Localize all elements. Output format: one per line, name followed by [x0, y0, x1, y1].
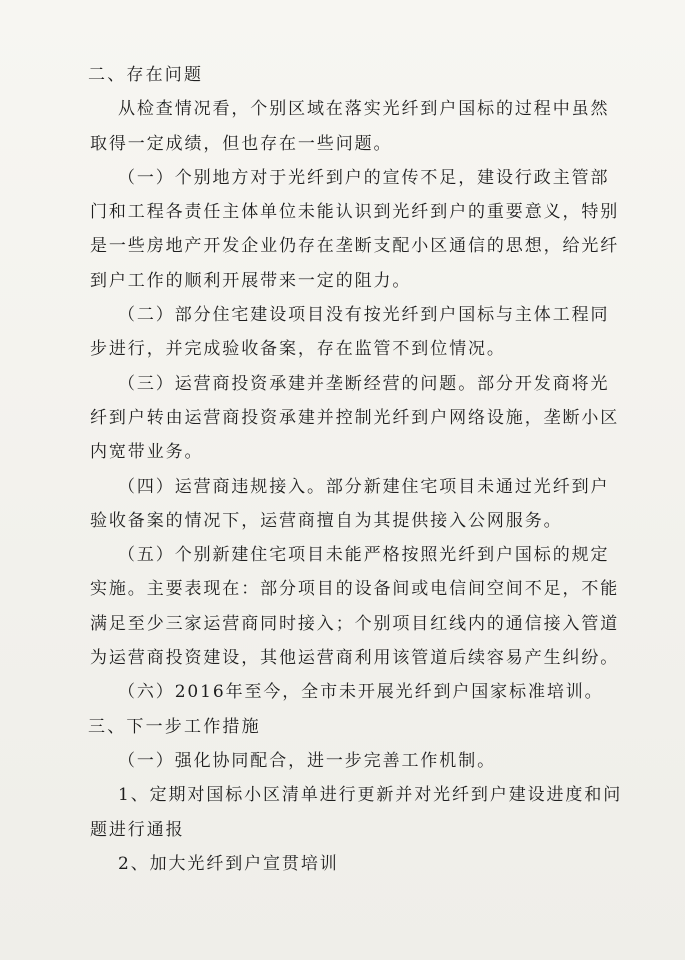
- paragraph-line: 门和工程各责任主体单位未能认识到光纤到户的重要意义，特别: [90, 202, 620, 223]
- paragraph-line: 为运营商投资建设，其他运营商利用该管道后续容易产生纠纷。: [90, 648, 620, 669]
- paragraph-line: 题进行通报: [90, 819, 185, 840]
- paragraph-line: 内宽带业务。: [90, 442, 204, 463]
- paragraph-line: 到户工作的顺利开展带来一定的阻力。: [90, 270, 412, 291]
- paragraph-line: （六）2016年至今，全市未开展光纤到户国家标准培训。: [118, 682, 604, 703]
- section-heading-problems: 二、存在问题: [88, 65, 204, 85]
- section-heading-next-steps: 三、下一步工作措施: [88, 716, 261, 737]
- document-body: [88, 58, 628, 881]
- paragraph-line: （二）部分住宅建设项目没有按光纤到户国标与主体工程同: [118, 305, 610, 326]
- paragraph-line: 步进行，并完成验收备案，存在监管不到位情况。: [90, 339, 506, 360]
- paragraph-line: 验收备案的情况下，运营商擅自为其提供接入公网服务。: [90, 510, 563, 531]
- paragraph-line: （一）强化协同配合，进一步完善工作机制。: [118, 750, 496, 771]
- paragraph-line: 满足至少三家运营商同时接入；个别项目红线内的通信接入管道: [90, 613, 620, 634]
- paragraph-line: 从检查情况看，个别区域在落实光纤到户国标的过程中虽然: [118, 99, 610, 120]
- paragraph-line: 实施。主要表现在：部分项目的设备间或电信间空间不足，不能: [90, 579, 620, 600]
- paragraph-line: （四）运营商违规接入。部分新建住宅项目未通过光纤到户: [118, 476, 610, 497]
- paragraph-line: 取得一定成绩，但也存在一些问题。: [90, 133, 393, 154]
- paragraph-line: 1、定期对国标小区清单进行更新并对光纤到户建设进度和问: [118, 785, 623, 806]
- paragraph-line: （三）运营商投资承建并垄断经营的问题。部分开发商将光: [118, 373, 610, 394]
- paragraph-line: 2、加大光纤到户宣贯培训: [118, 853, 339, 874]
- paragraph-line: 纤到户转由运营商投资承建并控制光纤到户网络设施，垄断小区: [90, 407, 620, 428]
- paragraph-line: （五）个别新建住宅项目未能严格按照光纤到户国标的规定: [118, 545, 610, 566]
- paragraph-line: 是一些房地产开发企业仍存在垄断支配小区通信的思想，给光纤: [90, 236, 620, 257]
- paragraph-line: （一）个别地方对于光纤到户的宣传不足，建设行政主管部: [118, 167, 610, 188]
